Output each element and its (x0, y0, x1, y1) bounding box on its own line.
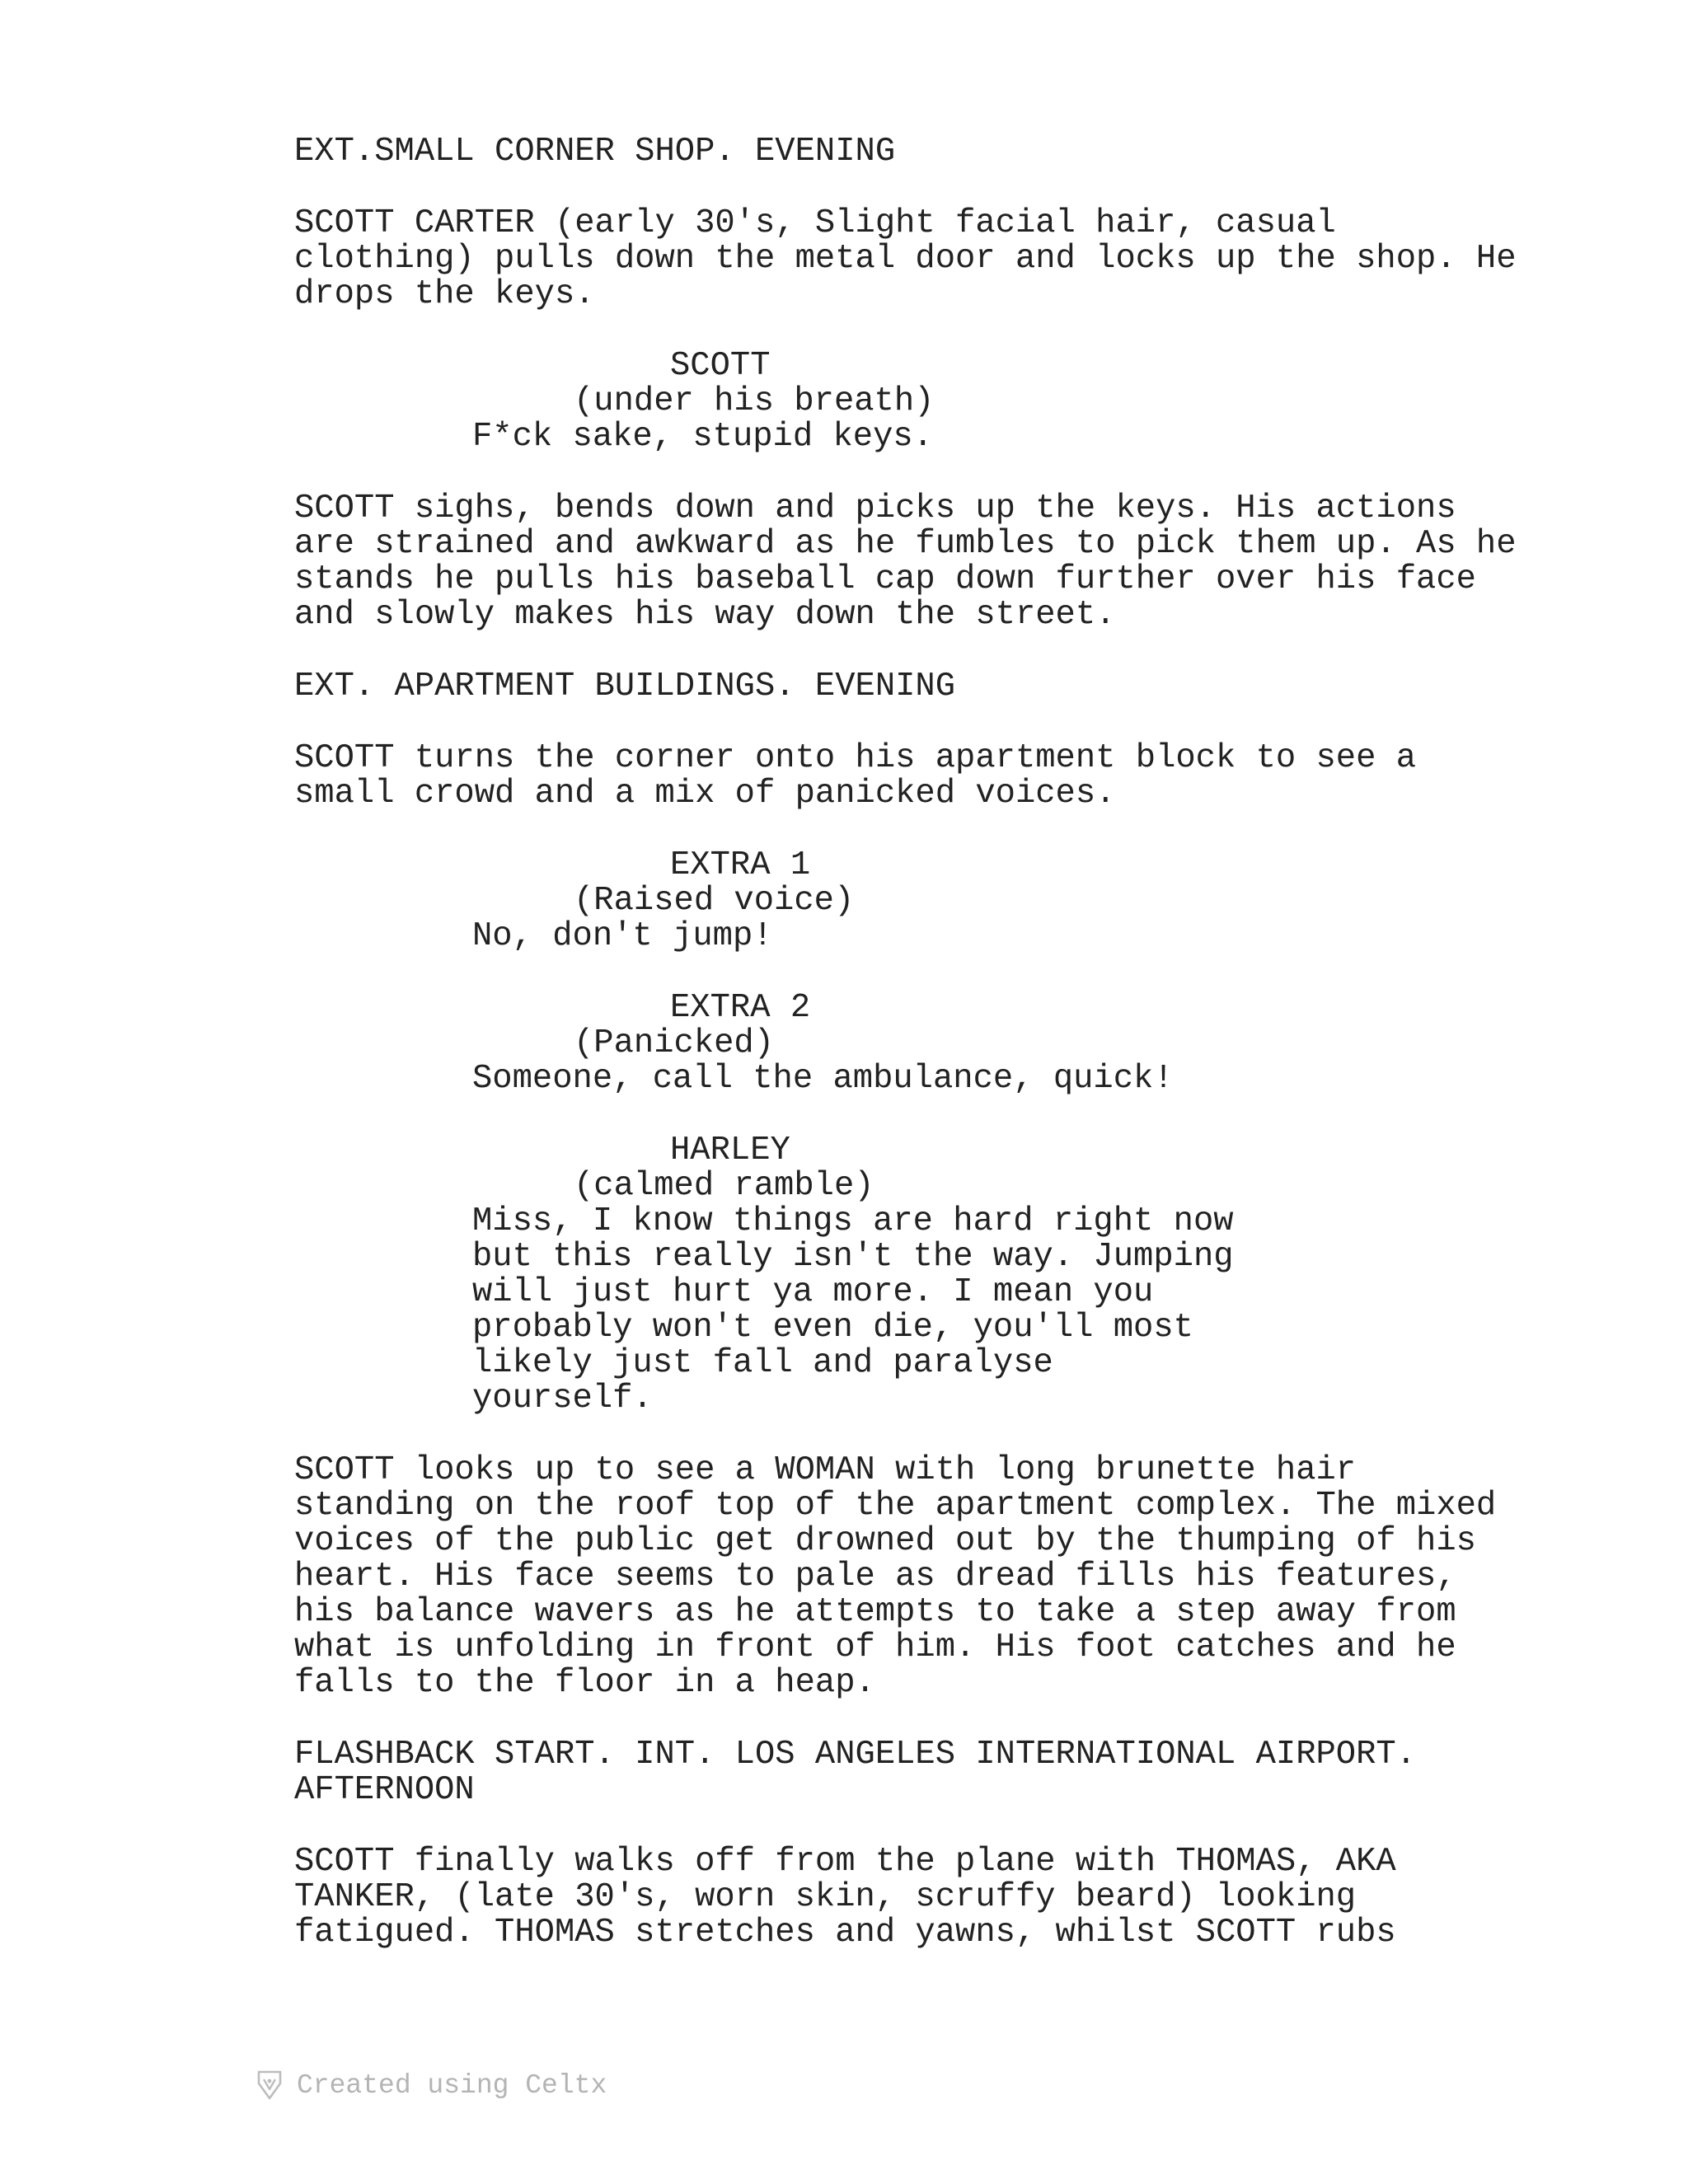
action-line: fatigued. THOMAS stretches and yawns, whilst SCOTT rubs (294, 1914, 1396, 1952)
action-line: voices of the public get drowned out by the thumping of his (294, 1522, 1476, 1560)
action-line: falls to the floor in a heap. (294, 1664, 875, 1702)
action-line: stands he pulls his baseball cap down further over his face (294, 560, 1476, 598)
action-line: his balance wavers as he attempts to take a step away from (294, 1593, 1456, 1631)
action-line: clothing) pulls down the metal door and locks up the shop. He (294, 240, 1517, 278)
action-line: standing on the roof top of the apartment complex. The mixed (294, 1487, 1497, 1525)
scene-heading: EXT. APARTMENT BUILDINGS. EVENING (294, 668, 956, 705)
action-line: small crowd and a mix of panicked voices. (294, 775, 1116, 813)
footer-watermark (256, 2067, 607, 2103)
action-line: SCOTT looks up to see a WOMAN with long brunette hair (294, 1451, 1357, 1489)
action-line: SCOTT turns the corner onto his apartment block to see a (294, 739, 1417, 777)
action-line: TANKER, (late 30's, worn skin, scruffy beard) looking (294, 1878, 1357, 1916)
character-name: EXTRA 1 (670, 846, 811, 884)
action-line: heart. His face seems to pale as dread fills his features, (294, 1558, 1456, 1596)
dialogue-line: will just hurt ya more. I mean you (472, 1273, 1154, 1311)
action-line: SCOTT CARTER (early 30's, Slight facial hair, casual (294, 204, 1336, 242)
dialogue-line: Miss, I know things are hard right now (472, 1202, 1234, 1240)
parenthetical: (under his breath) (574, 382, 935, 420)
action-line: drops the keys. (294, 275, 595, 313)
action-line: and slowly makes his way down the street. (294, 596, 1116, 634)
action-line: are strained and awkward as he fumbles to pick them up. As he (294, 525, 1517, 563)
footer-text: Created using Celtx (297, 2069, 607, 2101)
dialogue-line: probably won't even die, you'll most (472, 1309, 1193, 1347)
dialogue-line: yourself. (472, 1380, 653, 1418)
dialogue-line: No, don't jump! (472, 917, 773, 955)
action-line: SCOTT sighs, bends down and picks up the keys. His actions (294, 490, 1456, 527)
action-line: what is unfolding in front of him. His foot catches and he (294, 1629, 1456, 1666)
dialogue-line: but this really isn't the way. Jumping (472, 1238, 1234, 1276)
scene-heading: AFTERNOON (294, 1771, 475, 1809)
parenthetical: (calmed ramble) (574, 1167, 874, 1205)
scene-heading: EXT.SMALL CORNER SHOP. EVENING (294, 133, 896, 171)
character-name: EXTRA 2 (670, 989, 811, 1027)
parenthetical: (Panicked) (574, 1024, 775, 1062)
parenthetical: (Raised voice) (574, 882, 855, 920)
action-line: SCOTT finally walks off from the plane with THOMAS, AKA (294, 1843, 1396, 1881)
scene-heading: FLASHBACK START. INT. LOS ANGELES INTERNATIONAL AIRPORT. (294, 1736, 1417, 1774)
dialogue-line: likely just fall and paralyse (472, 1344, 1053, 1382)
character-name: HARLEY (670, 1132, 790, 1169)
dialogue-line: Someone, call the ambulance, quick! (472, 1060, 1174, 1098)
dialogue-line: F*ck sake, stupid keys. (472, 418, 933, 456)
celtx-pen-nib-icon (256, 2069, 284, 2101)
character-name: SCOTT (670, 347, 771, 385)
